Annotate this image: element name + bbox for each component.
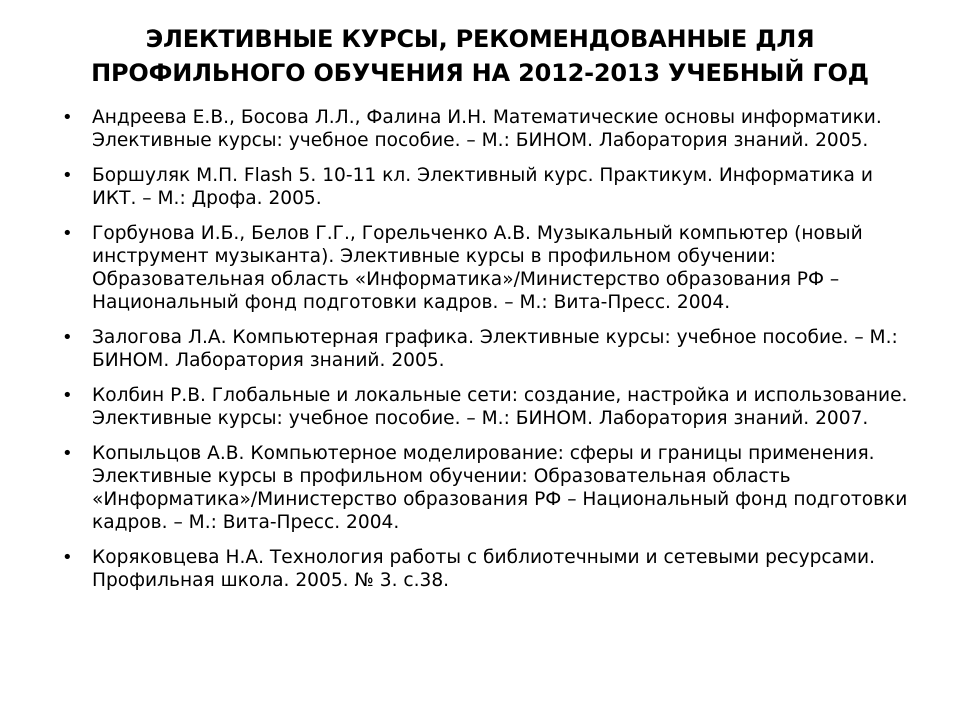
bullet-icon: • — [62, 547, 73, 568]
bullet-icon: • — [62, 223, 73, 244]
bullet-icon: • — [62, 385, 73, 406]
bullet-icon: • — [62, 327, 73, 348]
bullet-icon: • — [62, 165, 73, 186]
list-item-text: Андреева Е.В., Босова Л.Л., Фалина И.Н. Математические основы информатики. Элективные курсы: учебное пособие. – М.: БИНОМ. Лаборатория знаний. 2005. — [92, 107, 882, 151]
list-item — [62, 222, 912, 314]
list-item — [62, 546, 912, 592]
list-item-text: Залогова Л.А. Компьютерная графика. Элективные курсы: учебное пособие. – М.: БИНОМ. Лаборатория знаний. 2005. — [92, 327, 898, 371]
list-item-text: Горбунова И.Б., Белов Г.Г., Горельченко А.В. Музыкальный компьютер (новый инструмент музыканта). Элективные курсы в профильном обучении: Образовательная область «Информатика»/Министерство образования РФ – Национальный фонд подготовки кадров. – М.: Вита-Пресс. 2004. — [92, 223, 863, 313]
list-item — [62, 384, 912, 430]
reference-list — [62, 106, 912, 604]
list-item-text: Коряковцева Н.А. Технология работы с библиотечными и сетевыми ресурсами. Профильная школа. 2005. № 3. с.38. — [92, 547, 876, 591]
list-item — [62, 106, 912, 152]
list-item-text: Боршуляк М.П. Flash 5. 10-11 кл. Элективный курс. Практикум. Информатика и ИКТ. – М.: Дрофа. 2005. — [92, 165, 873, 209]
list-item-text: Колбин Р.В. Глобальные и локальные сети: создание, настройка и использование. Элективные курсы: учебное пособие. – М.: БИНОМ. Лаборатория знаний. 2007. — [92, 385, 908, 429]
list-item-text: Копыльцов А.В. Компьютерное моделирование: сферы и границы применения. Элективные курсы в профильном обучении: Образовательная область «Информатика»/Министерство образования РФ – Национальный фонд подготовки кадров. – М.: Вита-Пресс. 2004. — [92, 443, 908, 533]
list-item — [62, 326, 912, 372]
slide-title: ЭЛЕКТИВНЫЕ КУРСЫ, РЕКОМЕНДОВАННЫЕ ДЛЯ ПРОФИЛЬНОГО ОБУЧЕНИЯ НА 2012-2013 УЧЕБНЫЙ ГОД — [91, 25, 869, 87]
bullet-icon: • — [62, 107, 73, 128]
list-item — [62, 442, 912, 534]
bullet-icon: • — [62, 443, 73, 464]
list-item — [62, 164, 912, 210]
